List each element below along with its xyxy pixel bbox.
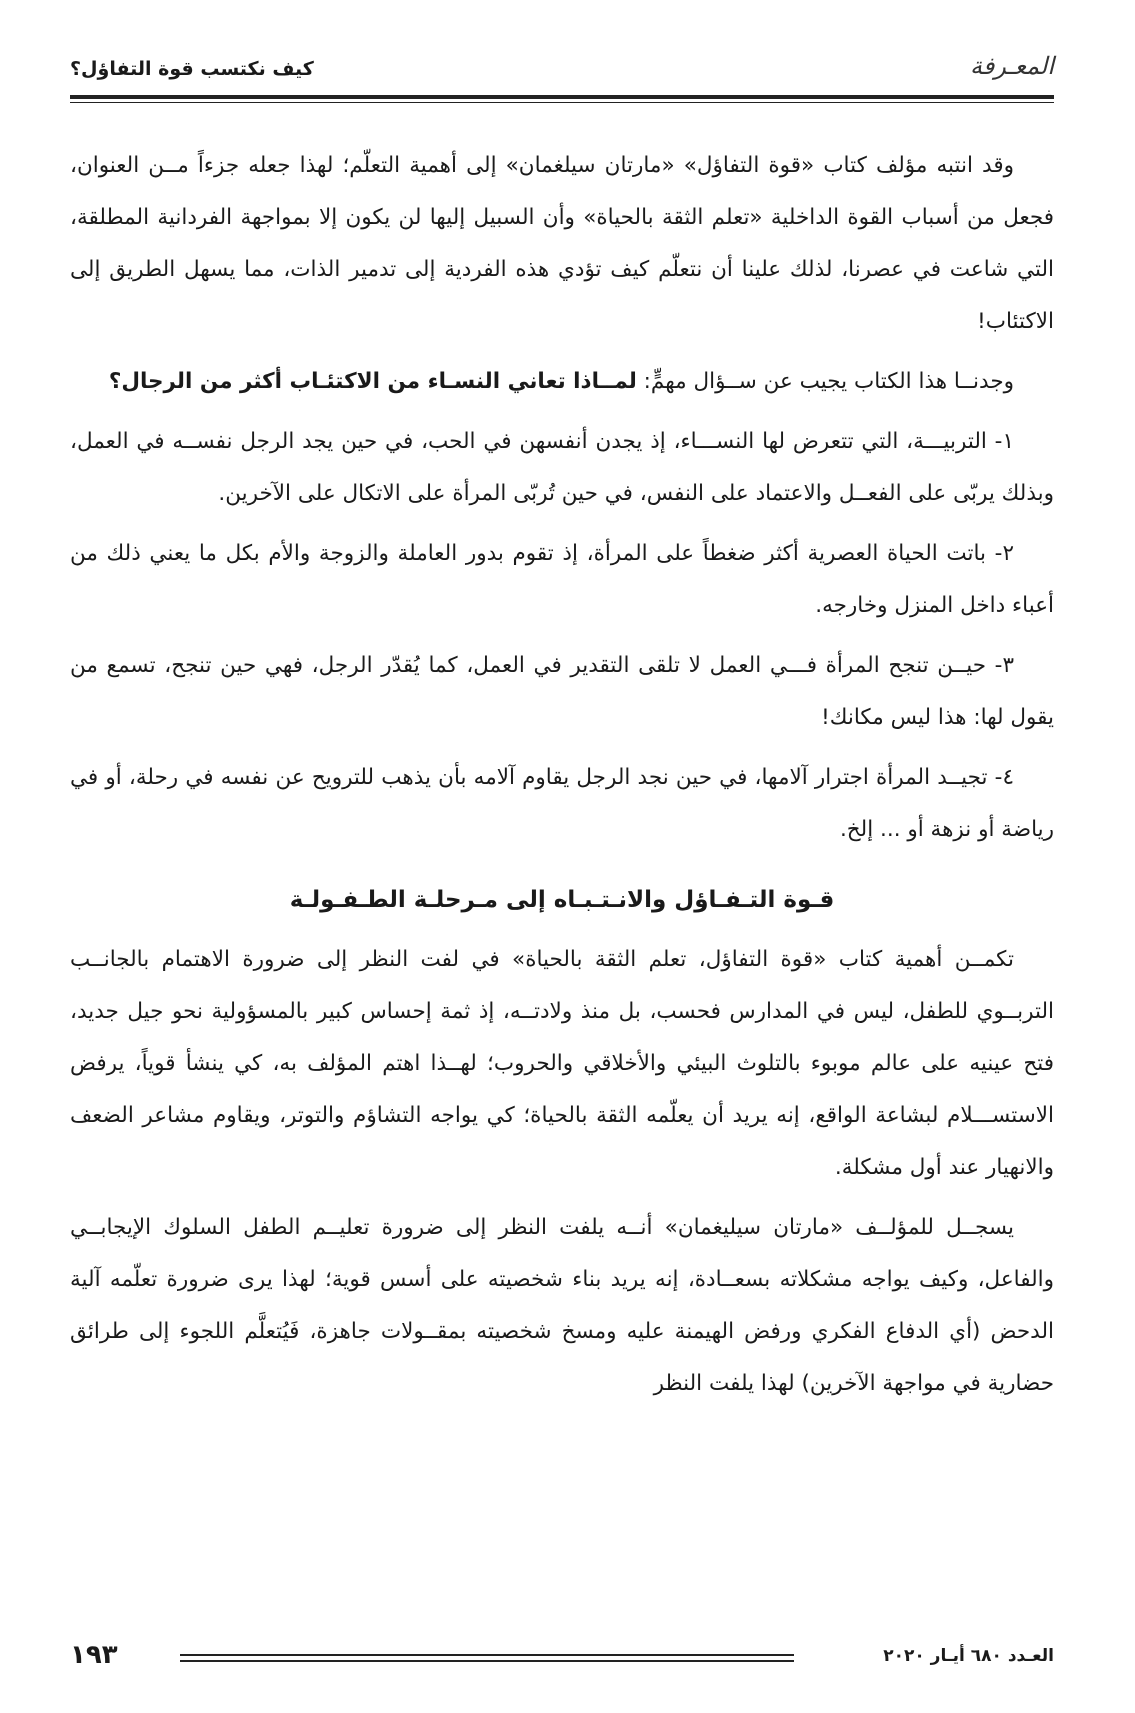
footer-rule-top xyxy=(180,1654,794,1656)
header-rule-thin xyxy=(70,102,1054,103)
intro-paragraph: وقد انتبه مؤلف كتاب «قوة التفاؤل» «مارتان سيلغمان» إلى أهمية التعلّم؛ لهذا جعله جزءاً مــن العنوان، فجعل من أسباب القوة الداخلية «تعلم الثقة بالحياة» وأن السبيل إليها لن يكون إلا بمواجهة الفردانية المطلقة، التي شاعت في عصرنا، لذلك علينا أن نتعلّم كيف تؤدي هذه الفردية إلى تدمير الذات، مما يسهل الطريق إلى الاكتئاب! xyxy=(70,153,1054,334)
numbered-item-1: ١- التربيـــة، التي تتعرض لها النســـاء، إذ يجدن أنفسهن في الحب، في حين يجد الرجل نفســه في العمل، وبذلك يربّى على الفعــل والاعتماد على النفس، في حين تُربّى المرأة على الاتكال على الآخرين. xyxy=(70,429,1054,506)
numbered-item-2: ٢- باتت الحياة العصرية أكثر ضغطاً على المرأة، إذ تقوم بدور العاملة والزوجة والأم بكل ما يعني ذلك من أعباء داخل المنزل وخارجه. xyxy=(70,541,1054,618)
article-title: كيف نكتسب قوة التفاؤل؟ xyxy=(70,58,314,80)
numbered-item-4: ٤- تجيــد المرأة اجترار آلامها، في حين نجد الرجل يقاوم آلامه بأن يذهب للترويح عن نفسه في رحلة، أو في رياضة أو نزهة أو ... إلخ. xyxy=(70,765,1054,842)
magazine-logo: المعـرفة xyxy=(969,52,1054,80)
issue-info: العـدد ٦٨٠ أيـار ٢٠٢٠ xyxy=(883,1646,1054,1666)
article-body xyxy=(70,140,1054,1418)
header-rule-thick xyxy=(70,95,1054,99)
page-header xyxy=(70,48,1054,98)
page-footer xyxy=(70,1640,1054,1680)
numbered-item-3: ٣- حيــن تنجح المرأة فـــي العمل لا تلقى التقدير في العمل، كما يُقدّر الرجل، فهي حين تنجح، تسمع من يقول لها: هذا ليس مكانك! xyxy=(70,653,1054,730)
question-paragraph xyxy=(70,356,1054,408)
section-paragraph-1: تكمــن أهمية كتاب «قوة التفاؤل، تعلم الثقة بالحياة» في لفت النظر إلى ضرورة الاهتمام بالجانــب التربــوي للطفل، ليس في المدارس فحسب، بل منذ ولادتــه، إذ ثمة إحساس كبير بالمسؤولية نحو جيل جديد، فتح عينيه على عالم موبوء بالتلوث البيئي والأخلاقي والحروب؛ لهــذا اهتم المؤلف به، كي ينشأ قوياً، يرفض الاستســـلام لبشاعة الواقع، إنه يريد أن يعلّمه الثقة بالحياة؛ كي يواجه التشاؤم والتوتر، ويقاوم مشاعر الضعف والانهيار عند أول مشكلة. xyxy=(70,947,1054,1180)
question-lead: وجدنــا هذا الكتاب يجيب عن ســؤال مهمٍّ: xyxy=(636,369,1014,394)
footer-rule-bottom xyxy=(180,1660,794,1662)
question-bold: لمــاذا تعاني النسـاء من الاكتئـاب أكثر من الرجال؟ xyxy=(108,369,637,394)
page-number: ١٩٣ xyxy=(70,1640,118,1670)
section-paragraph-2: يسجــل للمؤلــف «مارتان سيليغمان» أنــه يلفت النظر إلى ضرورة تعليــم الطفل السلوك الإيجابــي والفاعل، وكيف يواجه مشكلاته بسعــادة، إنه يريد بناء شخصيته على أسس قوية؛ لهذا يرى ضرورة تعلّمه آلية الدحض (أي الدفاع الفكري ورفض الهيمنة عليه ومسخ شخصيته بمقــولات جاهزة، فَيُتعلَّم اللجوء إلى طرائق حضارية في مواجهة الآخرين) لهذا يلفت النظر xyxy=(70,1215,1054,1396)
section-heading: قـوة التـفـاؤل والانـتـبـاه إلى مـرحلـة الطـفـولـة xyxy=(289,887,835,913)
